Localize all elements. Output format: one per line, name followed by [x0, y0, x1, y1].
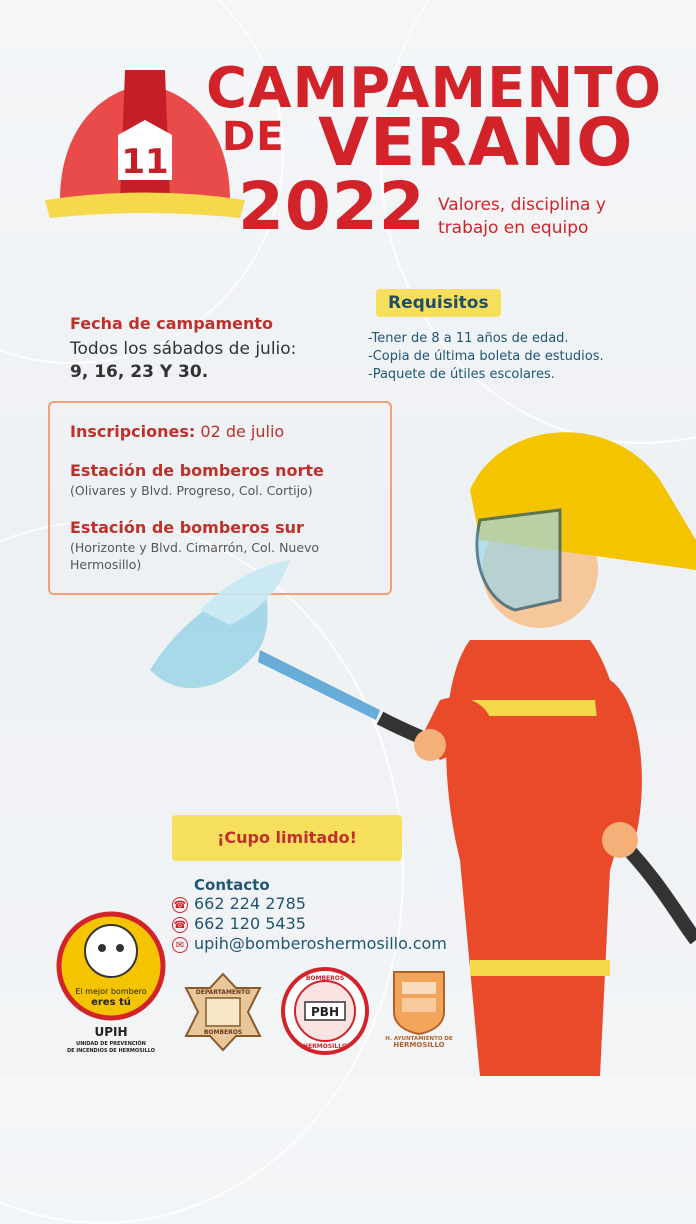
station-south-address: (Horizonte y Blvd. Cimarrón, Col. Nuevo Hermosillo)	[70, 540, 320, 572]
station-north-address: (Olivares y Blvd. Progreso, Col. Cortijo)	[70, 483, 313, 498]
title-de: DE	[222, 114, 285, 160]
requisito-item: -Copia de última boleta de estudios.	[368, 349, 604, 364]
upih-slogan-2: eres tú	[91, 997, 131, 1008]
requisito-item: -Paquete de útiles escolares.	[368, 367, 555, 382]
pbh-center-text: PBH	[311, 1005, 339, 1019]
requisito-item: -Tener de 8 a 11 años de edad.	[368, 331, 569, 346]
departamento-bomberos-logo	[184, 972, 262, 1052]
contact-email	[172, 934, 447, 954]
pbh-logo	[281, 966, 369, 1056]
contact-phone-1	[172, 894, 306, 914]
upih-name: UPIH	[94, 1025, 128, 1039]
station-north-name: Estación de bomberos norte	[70, 461, 324, 480]
tagline-line: Valores, disciplina y	[438, 195, 606, 215]
inscripciones-label: Inscripciones:	[70, 422, 196, 441]
dep-bottom-text: BOMBEROS	[203, 1029, 243, 1036]
requisitos-badge: Requisitos	[376, 289, 501, 317]
cupo-limitado-banner: ¡Cupo limitado!	[172, 815, 402, 861]
upih-logo	[52, 896, 170, 1056]
requisitos-list	[368, 330, 604, 384]
email-address: upih@bomberoshermosillo.com	[194, 934, 447, 953]
hmo-name-text: HERMOSILLO	[393, 1041, 445, 1048]
dep-top-text: DEPARTAMENTO	[195, 989, 251, 996]
pbh-top-text: BOMBEROS	[305, 975, 345, 982]
phone-number: 662 120 5435	[194, 914, 306, 933]
title-year: 2022	[238, 168, 426, 245]
fecha-text-prefix: Todos los sábados de julio:	[70, 339, 297, 359]
ayuntamiento-hermosillo-logo	[384, 968, 454, 1048]
pbh-bottom-text: HERMOSILLO	[303, 1043, 347, 1050]
hmo-sub-text: H. AYUNTAMIENTO DE	[385, 1036, 453, 1042]
fecha-title: Fecha de campamento	[70, 314, 274, 333]
fecha-text	[70, 338, 310, 384]
email-icon: ✉	[172, 937, 188, 953]
tagline	[438, 194, 606, 240]
phone-icon: ☎	[172, 897, 188, 913]
title-verano: VERANO	[318, 104, 634, 181]
contacto-title: Contacto	[194, 876, 270, 894]
upih-sub-2: DE INCENDIOS DE HERMOSILLO	[66, 1048, 156, 1054]
fecha-dates: 9, 16, 23 Y 30.	[70, 362, 209, 382]
upih-sub-1: UNIDAD DE PREVENCIÓN	[76, 1041, 146, 1047]
inscripciones-date: 02 de julio	[195, 422, 285, 441]
water-spray	[150, 560, 380, 720]
helmet-badge-number: 11	[121, 142, 169, 182]
upih-slogan-1: El mejor bombero	[75, 987, 147, 996]
phone-icon: ☎	[172, 917, 188, 933]
title-campamento: CAMPAMENTO	[206, 56, 663, 121]
contact-phone-2	[172, 914, 306, 934]
station-south-name: Estación de bomberos sur	[70, 518, 304, 537]
phone-number: 662 224 2785	[194, 894, 306, 913]
tagline-line: trabajo en equipo	[438, 218, 589, 238]
